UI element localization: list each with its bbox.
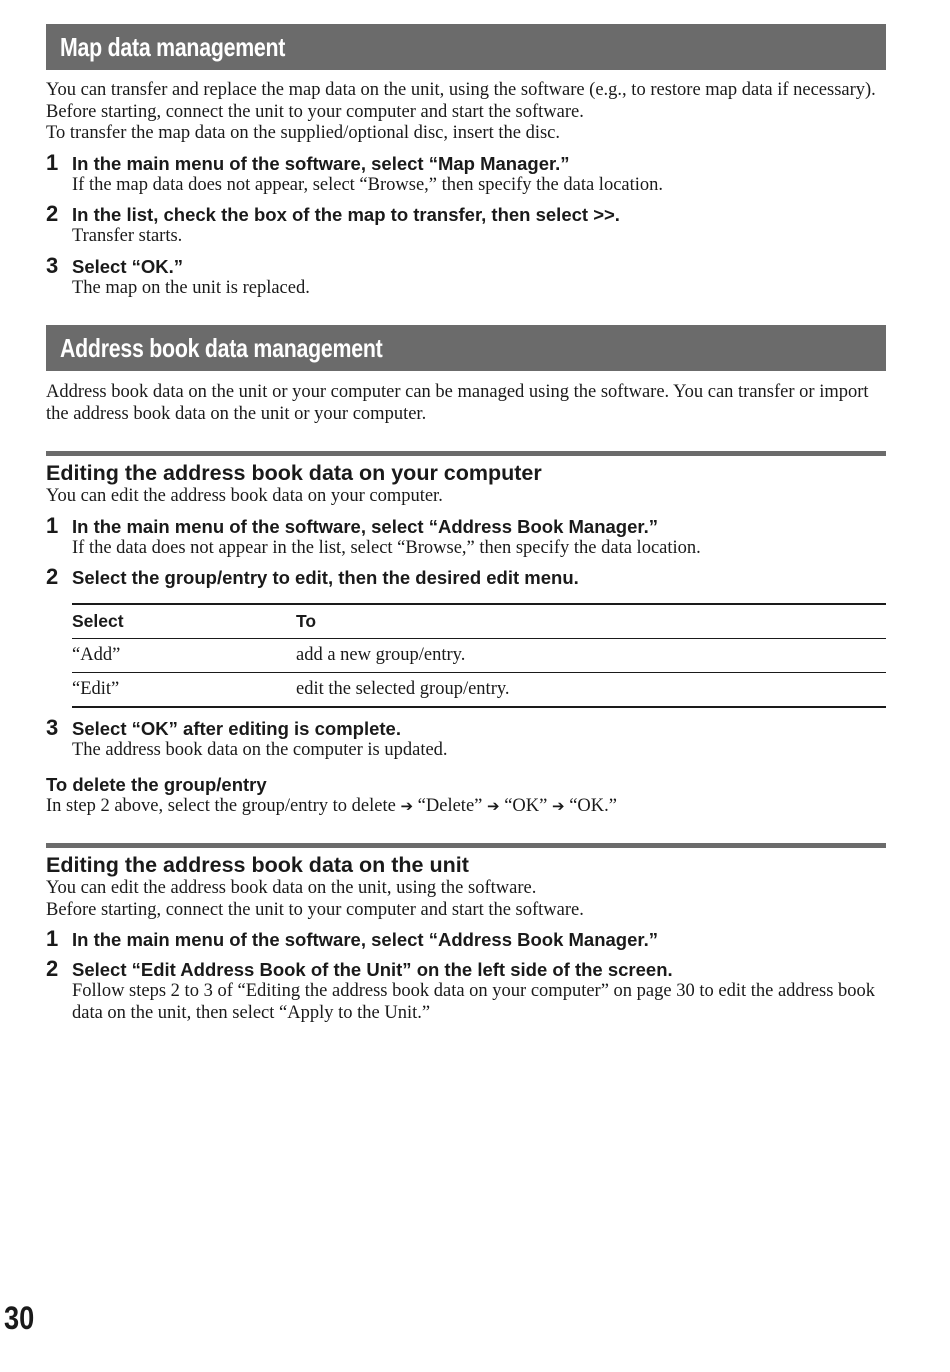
section-banner-map-data: Map data management [46, 24, 886, 70]
paragraph: You can transfer and replace the map data on the unit, using the software (e.g., to restore map data if necessary). [46, 80, 876, 100]
paragraph: Before starting, connect the unit to your computer and start the software. [46, 101, 584, 122]
document-page [46, 24, 886, 1024]
step-item [46, 715, 886, 762]
step-item [46, 512, 886, 560]
step-number: 3 [46, 252, 59, 278]
step-item [46, 956, 886, 1024]
arrow-right-icon: ➔ [551, 796, 565, 815]
table-header-row [72, 604, 886, 639]
step-title: In the main menu of the software, select “Address Book Manager.” [72, 515, 658, 537]
step-number: 2 [46, 956, 59, 981]
subheading-rule [46, 451, 886, 456]
paragraph: To transfer the map data on the supplied/optional disc, insert the disc. [46, 123, 561, 143]
step-description: If the data does not appear in the list, select “Browse,” then specify the data location. [72, 537, 701, 558]
paragraph: Before starting, connect the unit to your computer and start the software. [46, 899, 584, 920]
table-row [72, 639, 886, 673]
step-number: 3 [46, 715, 59, 740]
step-number: 1 [46, 149, 59, 175]
step-number: 2 [46, 564, 59, 589]
step-description: If the map data does not appear, select “Browse,” then specify the data location. [72, 174, 664, 195]
step-title: Select the group/entry to edit, then the desired edit menu. [72, 567, 579, 588]
step-title: Select “OK.” [72, 255, 184, 277]
step-title: In the main menu of the software, select “Map Manager.” [72, 152, 570, 174]
step-description: Follow steps 2 to 3 of “Editing the address book data on your computer” on page 30 to edit the address book data on the unit, then select “Apply to the Unit.” [72, 981, 876, 1023]
table-header: To [296, 604, 886, 639]
step-item [46, 564, 886, 589]
paragraph: You can edit the address book data on your computer. [46, 486, 443, 506]
table-header: Select [72, 604, 296, 639]
step-title: Select “Edit Address Book of the Unit” on the left side of the screen. [72, 959, 673, 980]
table-cell: edit the selected group/entry. [296, 679, 510, 699]
address-intro: Address book data on the unit or your computer can be managed using the software. You can transfer or import the address book data on the unit or your computer. [46, 382, 869, 424]
step-number: 2 [46, 201, 59, 226]
paragraph: You can edit the address book data on the unit, using the software. [46, 878, 537, 898]
map-intro [46, 80, 886, 145]
step-number: 1 [46, 512, 59, 538]
subheading-edit-unit: Editing the address book data on the unit [46, 853, 469, 877]
step-description: The address book data on the computer is updated. [72, 740, 448, 760]
section-banner-address-book: Address book data management [46, 325, 886, 371]
subheading-rule [46, 843, 886, 848]
step-title: Select “OK” after editing is complete. [72, 718, 401, 739]
delete-heading: To delete the group/entry [46, 773, 267, 795]
arrow-right-icon: ➔ [400, 796, 414, 815]
step-item [46, 926, 886, 951]
step-description: Transfer starts. [72, 226, 183, 246]
table-row [72, 673, 886, 708]
table-cell: “Add” [72, 639, 296, 673]
arrow-right-icon: ➔ [487, 796, 500, 815]
step-number: 1 [46, 926, 59, 951]
step-title: In the main menu of the software, select “Address Book Manager.” [72, 929, 658, 950]
step-title: In the list, check the box of the map to transfer, then select >>. [72, 204, 620, 225]
step-item [46, 149, 886, 197]
step-item [46, 252, 886, 300]
select-table [72, 603, 886, 708]
table-cell: add a new group/entry. [296, 639, 886, 673]
table-cell: “Edit” [72, 679, 120, 699]
delete-instructions: In step 2 above, select the group/entry to delete ➔ “Delete” ➔ “OK” ➔ “OK.” [46, 795, 617, 816]
step-item [46, 201, 886, 248]
subheading-edit-computer: Editing the address book data on your computer [46, 461, 542, 485]
page-number: 30 [4, 1300, 35, 1336]
step-description: The map on the unit is replaced. [72, 277, 310, 298]
